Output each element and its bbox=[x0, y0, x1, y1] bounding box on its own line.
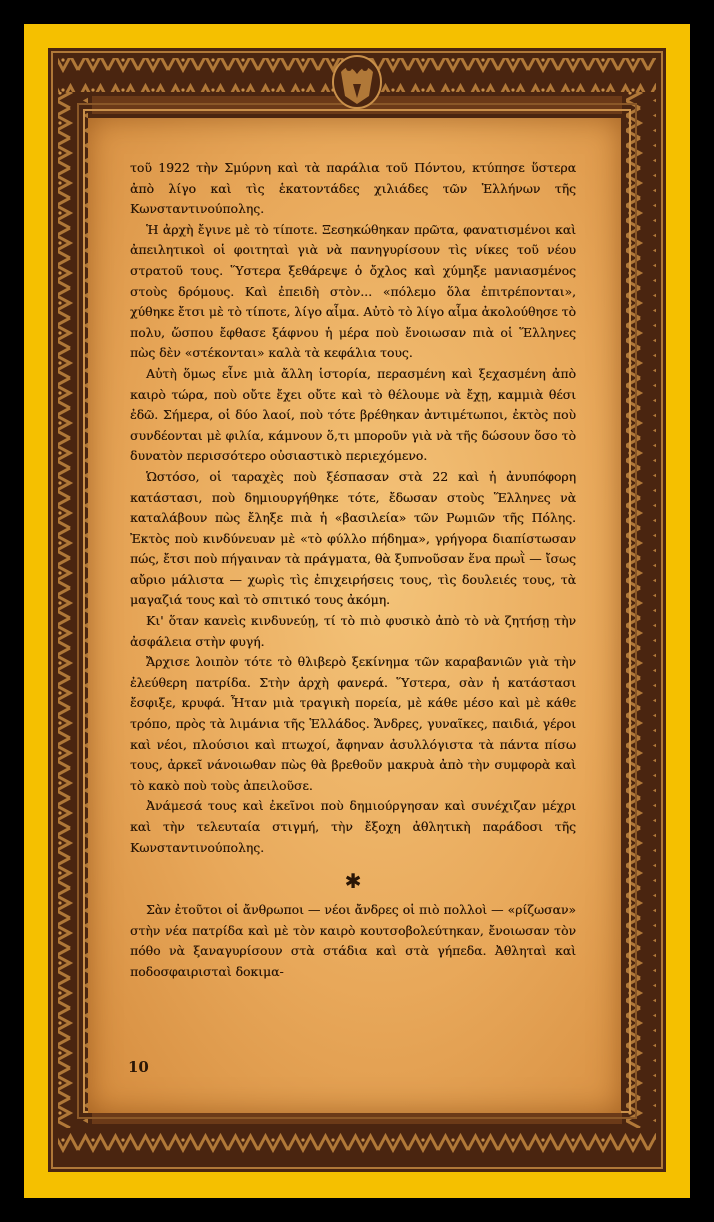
page-number: 10 bbox=[128, 1058, 149, 1076]
paragraph-6: Ἄρχισε λοιπὸν τότε τὸ θλιβερὸ ξεκίνημα τῶν καραβανιῶν γιὰ τὴν ἐλεύθερη πατρίδα. Στὴν ἀρχὴ φανερά. Ὕστερα, σὰν ἡ κατάστασι ἔσφιξε, κρυφά. Ἦταν μιὰ τραγικὴ πορεία, μὲ κάθε μέσο καὶ μὲ κάθε τρόπο, πρὸς τὰ λιμάνια τῆς Ἑλλάδος. Ἄνδρες, γυναῖκες, παιδιά, γέροι καὶ νέοι, πλούσιοι καὶ πτωχοί, ἄφηναν ἀσυλλόγιστα τὰ πάντα πίσω τους, ἀρκεῖ νάνοιωθαν πὼς θὰ βρεθοῦν μακρυὰ ἀπὸ τὴν συμφορὰ καὶ τὸ κακὸ ποὺ τοὺς ἀπειλοῦσε. bbox=[130, 654, 576, 793]
page-text-block bbox=[130, 158, 576, 983]
paragraph-5: Κι' ὅταν κανεὶς κινδυνεύῃ, τί τὸ πιὸ φυσικὸ ἀπὸ τὸ νὰ ζητήσῃ τὴν ἀσφάλεια στὴν φυγή. bbox=[130, 613, 576, 649]
section-separator-asterisk: ✱ bbox=[344, 869, 362, 894]
double-headed-eagle-emblem bbox=[333, 56, 381, 108]
page-paper bbox=[88, 118, 621, 1113]
paragraph-8: Σὰν ἐτοῦτοι οἱ ἄνθρωποι — νέοι ἄνδρες οἱ πιὸ πολλοὶ — «ρίζωσαν» στὴν νέα πατρίδα καὶ μὲ τὸν καιρὸ κουτσοβολεύτηκαν, ἔνοιωσαν τὸν πόθο νὰ ξαναγυρίσουν στὰ στάδια καὶ στὰ γήπεδα. Ἀθληταὶ καὶ ποδοσφαιρισταὶ δοκιμα- bbox=[130, 902, 576, 979]
paragraph-7: Ἀνάμεσά τους καὶ ἐκεῖνοι ποὺ δημιούργησαν καὶ συνέχιζαν μέχρι καὶ τὴν τελευταία στιγμή, τὴν ἔξοχη ἀθλητικὴ παράδοσι τῆς Κωνσταντινούπολης. bbox=[130, 798, 576, 855]
paragraph-1: τοῦ 1922 τὴν Σμύρνη καὶ τὰ παράλια τοῦ Πόντου, κτύπησε ὕστερα ἀπὸ λίγο καὶ τὶς ἑκατοντάδες χιλιάδες τῶν Ἑλλήνων τῆς Κωνσταντινούπολης. bbox=[130, 160, 576, 217]
paragraph-3: Αὐτὴ ὅμως εἶνε μιὰ ἄλλη ἱστορία, περασμένη καὶ ξεχασμένη ἀπὸ καιρὸ τώρα, ποὺ οὔτε ἔχει οὔτε καὶ τὸ θέλουμε νὰ ἔχῃ, καμμιὰ θέσι ἐδῶ. Σήμερα, οἱ δύο λαοί, ποὺ τότε βρέθηκαν ἀντιμέτωποι, ἐκτὸς ποὺ συνδέονται μὲ φιλία, κάμνουν ὅ,τι μποροῦν γιὰ νὰ τῆς δώσουν ὅσο τὸ δυνατὸν περισσότερο οὐσιαστικὸ περιεχόμενο. bbox=[130, 365, 576, 464]
paragraph-4: Ὡστόσο, οἱ ταραχὲς ποὺ ξέσπασαν στὰ 22 καὶ ἡ ἀνυπόφορη κατάστασι, ποὺ δημιουργήθηκε τότε, ἔδωσαν στοὺς Ἕλληνες νὰ καταλάβουν πὼς ἔληξε πιὰ ἡ «βασιλεία» τῶν Ρωμιῶν τῆς Πόλης. Ἐκτὸς ποὺ κινδύνευαν μὲ «τὸ φύλλο πήδημα», γρήγορα διαπίστωσαν πώς, ἔτσι ποὺ πήγαιναν τὰ πράγματα, θὰ ξυπνοῦσαν ἕνα πρωῒ — ἴσως αὔριο μάλιστα — χωρὶς τὶς ἐπιχειρήσεις τους, τὶς δουλειές τους, τὰ μαγαζιά τους καὶ τὸ σπιτικό τους ἀκόμη. bbox=[130, 468, 576, 608]
paragraph-2: Ἡ ἀρχὴ ἔγινε μὲ τὸ τίποτε. Ξεσηκώθηκαν πρῶτα, φανατισμένοι καὶ ἀπειλητικοὶ οἱ φοιτηταὶ γιὰ νὰ πανηγυρίσουν τὶς νίκες τοῦ νέου στρατοῦ τους. Ὕστερα ξεθάρεψε ὁ ὄχλος καὶ χύμηξε μανιασμένος στοὺς δρόμους. Καὶ ἐπειδὴ στὸν... «πόλεμο ὅλα ἐπιτρέπονται», χύθηκε ἔτσι μὲ τὸ τίποτε, λίγο αἷμα. Αὐτὸ τὸ λίγο αἷμα ἀκολούθησε τὸ πολυ, ὥσπου ἔφθασε ξάφνου ἡ μέρα ποὺ ἔνοιωσαν πιὰ οἱ Ἕλληνες πὼς δὲν «στέκονται» καλὰ τὰ κεφάλια τους. bbox=[130, 221, 576, 361]
